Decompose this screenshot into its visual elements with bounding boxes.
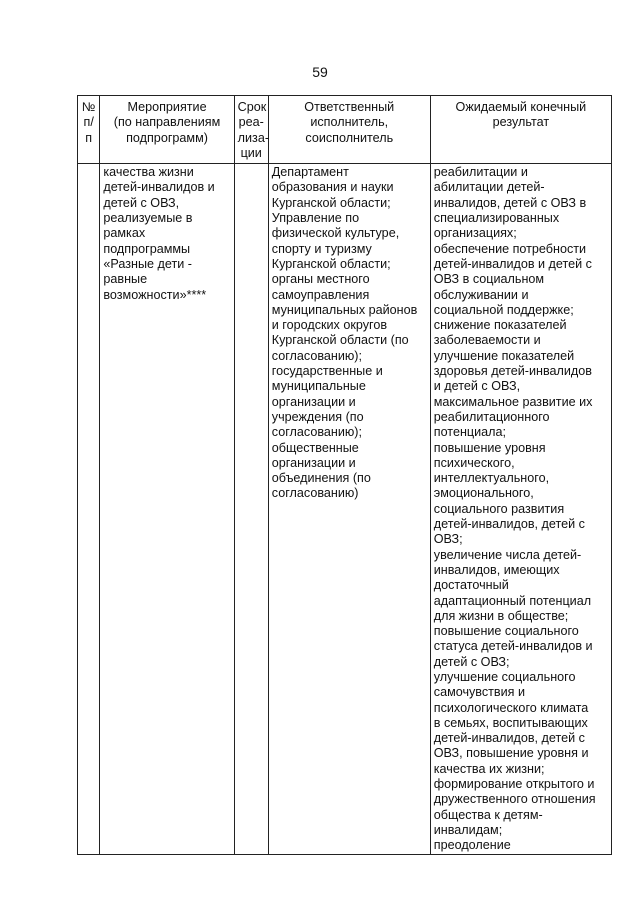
program-table	[77, 95, 612, 855]
cell-number	[78, 164, 100, 854]
table-row	[78, 164, 612, 854]
header-event: Мероприятие (по направлениям подпрограмм)	[100, 96, 234, 164]
page-number: 59	[312, 64, 328, 80]
cell-term	[234, 164, 268, 854]
cell-executor: Департамент образования и науки Курганской области; Управление по физической культуре, спорту и туризму Курганской области; органы местного самоуправления муниципальных районов и городских округов Курганской области (по согласованию); государственные и муниципальные организации и учреждения (по согласованию); общественные организации и объединения (по согласованию)	[268, 164, 430, 854]
header-number: № п/п	[78, 96, 100, 164]
cell-result: реабилитации и абилитации детей- инвалидов, детей с ОВЗ в специализированных организациях; обеспечение потребности детей-инвалидов и детей с ОВЗ в социальном обслуживании и социальной поддержке; снижение показателей заболеваемости и улучшение показателей здоровья детей-инвалидов и детей с ОВЗ, максимальное развитие их реабилитационного потенциала; повышение уровня психического, интеллектуального, эмоционального, социального развития детей-инвалидов, детей с ОВЗ; увеличение числа детей- инвалидов, имеющих достаточный адаптационный потенциал для жизни в обществе; повышение социального статуса детей-инвалидов и детей с ОВЗ; улучшение социального самочувствия и психологического климата в семьях, воспитывающих детей-инвалидов, детей с ОВЗ, повышение уровня и качества их жизни; формирование открытого и дружественного отношения общества к детям- инвалидам; преодоление	[430, 164, 611, 854]
table-header-row	[78, 96, 612, 164]
cell-event: качества жизни детей-инвалидов и детей с ОВЗ, реализуемые в рамках подпрограммы «Разные дети - равные возможности»****	[100, 164, 234, 854]
header-executor: Ответственный исполнитель, соисполнитель	[268, 96, 430, 164]
header-result: Ожидаемый конечный результат	[430, 96, 611, 164]
header-term: Срок реа- лиза- ции	[234, 96, 268, 164]
